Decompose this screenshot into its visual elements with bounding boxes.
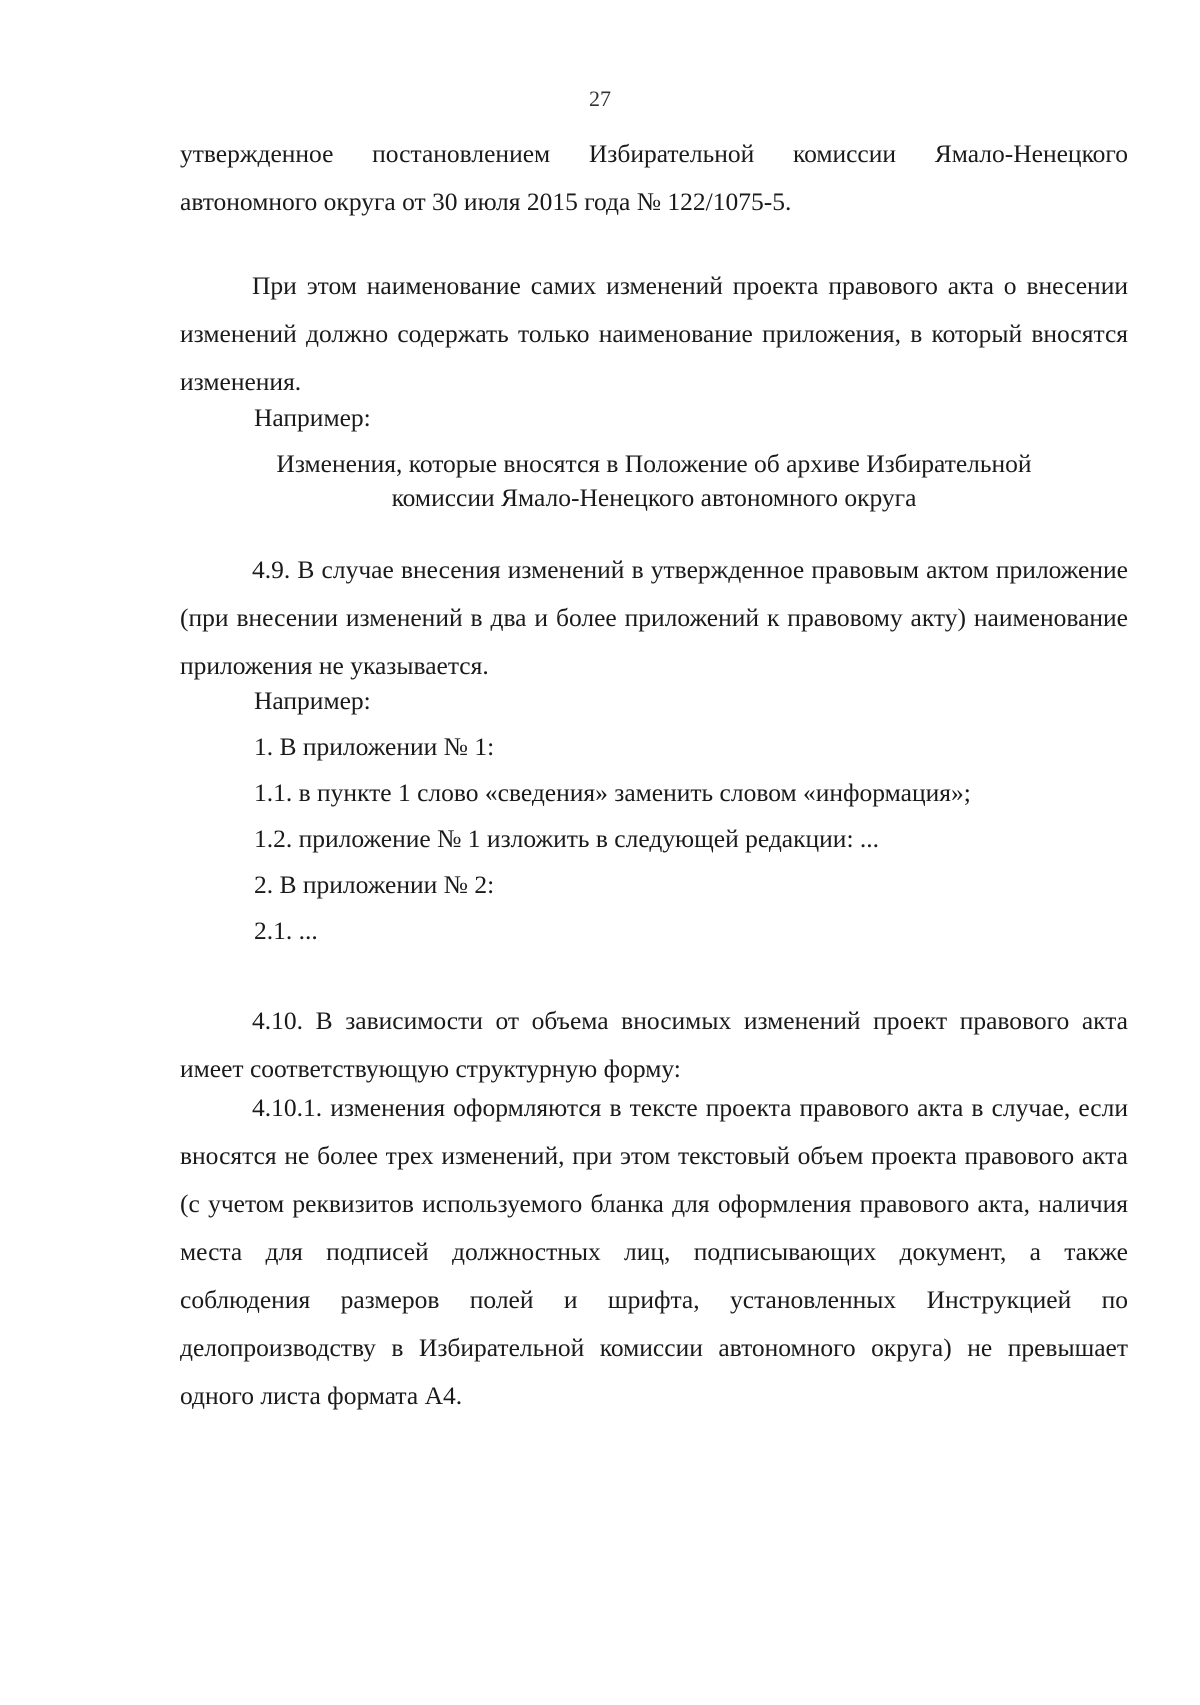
- list-item: 1.1. в пункте 1 слово «сведения» заменить словом «информация»;: [254, 778, 971, 807]
- example-label: Например:: [254, 686, 371, 715]
- list-item: 1.2. приложение № 1 изложить в следующей редакции: ...: [254, 824, 880, 853]
- page-number: 27: [589, 86, 611, 111]
- list-item: 2.1. ...: [254, 916, 318, 945]
- example-title-line-1: Изменения, которые вносятся в Положение об архиве Избирательной: [276, 449, 1032, 478]
- list-item: 2. В приложении № 2:: [254, 870, 495, 899]
- paragraph-approved-by: утвержденное постановлением Избирательной комиссии Ямало-Ненецкого автономного округа от 30 июля 2015 года № 122/1075-5.: [180, 139, 1128, 216]
- example-title: [180, 447, 1128, 515]
- paragraph-4-10: 4.10. В зависимости от объема вносимых изменений проект правового акта имеет соответствующую структурную форму:: [180, 1006, 1128, 1083]
- paragraph-4-10-1: 4.10.1. изменения оформляются в тексте проекта правового акта в случае, если вносятся не более трех изменений, при этом текстовый объем проекта правового акта (с учетом реквизитов используемого бланка для оформления правового акта, наличия места для подписей должностных лиц, подписывающих документ, а также соблюдения размеров полей и шрифта, установленных Инструкцией по делопроизводству в Избирательной комиссии автономного округа) не превышает одного листа формата А4.: [180, 1093, 1128, 1410]
- paragraph-4-9: 4.9. В случае внесения изменений в утвержденное правовым актом приложение (при внесении изменений в два и более приложений к правовому акту) наименование приложения не указывается.: [180, 555, 1128, 680]
- paragraph-change-naming: При этом наименование самих изменений проекта правового акта о внесении изменений должно содержать только наименование приложения, в который вносятся изменения.: [180, 271, 1128, 396]
- example-label: Например:: [254, 403, 371, 432]
- example-title-line-2: комиссии Ямало-Ненецкого автономного округа: [391, 483, 917, 512]
- list-item: 1. В приложении № 1:: [254, 732, 495, 761]
